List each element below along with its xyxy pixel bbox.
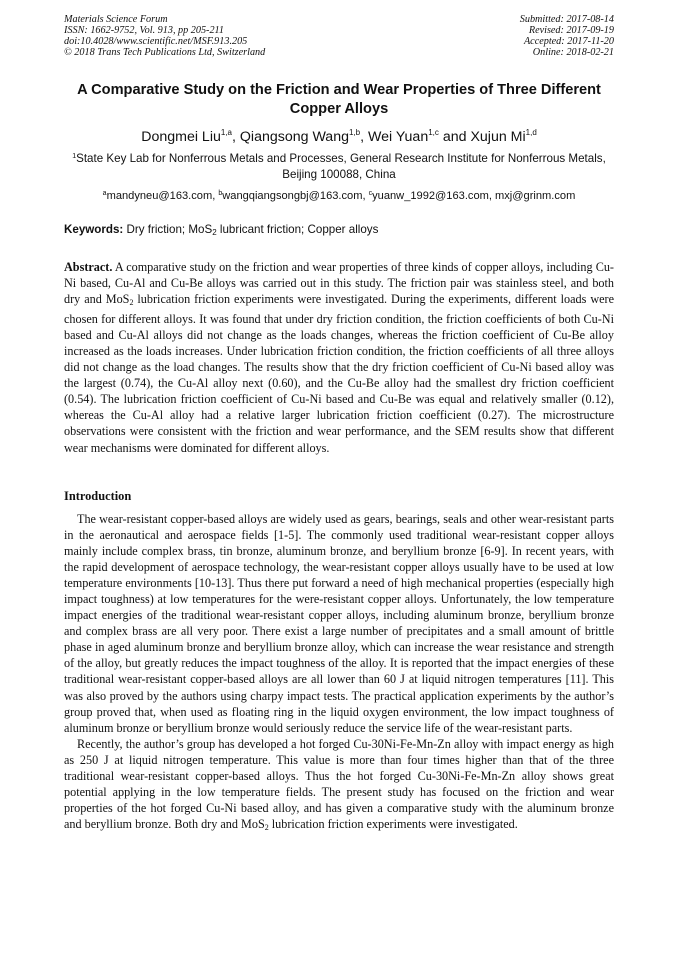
paper-title: A Comparative Study on the Friction and Wear Properties of Three Different Copper Alloys bbox=[77, 82, 601, 117]
email-marker: a bbox=[102, 190, 107, 197]
keywords-subscript: 2 bbox=[212, 228, 217, 237]
affiliation-marker: 1 bbox=[72, 153, 77, 160]
abstract-text-rest: lubrication friction experiments were investigated. During the experiments, different loads were chosen for different alloys. It was found that under dry friction condition, the friction coefficients of both Cu-Ni based and Cu-Al alloys did not change as the loads changes, whereas the friction coefficient of Cu-Be alloy increased as the loads increases. Under lubrication friction condition, the friction coefficients of all three alloys did not change as the load changes. The results show that the dry friction coefficient of Cu-Ni based alloy was the largest (0.74), the Cu-Al alloy next (0.60), and the Cu-Be alloy had the smallest dry friction coefficient (0.54). The lubrication friction coefficient of Cu-Ni based and Cu-Be was equal and relatively smaller (0.12), whereas the Cu-Al alloy had a relative larger lubrication friction coefficient (0.27). The microstructure observations were consistent with the friction and wear performance, and the SEM results show that different wear mechanisms were dominated for different alloys. bbox=[64, 292, 614, 455]
revised-date: Revised: 2017-09-19 bbox=[528, 25, 614, 36]
journal-name: Materials Science Forum bbox=[64, 14, 168, 25]
keywords-text: Dry friction; MoS bbox=[123, 223, 213, 236]
email-marker: b bbox=[218, 190, 223, 197]
affiliation bbox=[64, 149, 614, 183]
doi-line: doi:10.4028/www.scientific.net/MSF.913.205 bbox=[64, 36, 248, 47]
email-text: yuanw_1992@163.com, mxj@grinm.com bbox=[372, 190, 576, 202]
abstract-subscript: 2 bbox=[129, 298, 134, 308]
author-separator: and bbox=[438, 129, 471, 145]
accepted-date: Accepted: 2017-11-20 bbox=[523, 36, 614, 47]
email-text: wangqiangsongbj@163.com, bbox=[222, 190, 369, 202]
paragraph-text: Recently, the author’s group has developed a hot forged Cu-30Ni-Fe-Mn-Zn alloy with impact energy as high as 250 J at liquid nitrogen temperature. This value is more than four times higher than that of the three traditional wear-resistant copper-based alloys. Thus the hot forged Cu-30Ni-Fe-Mn-Zn alloy shows great potential applying in the low temperature fields. The present study has focused on the friction and wear properties of the hot forged Cu-Ni based alloy, and has given a comparative study with the aluminum bronze and beryllium bronze. Both dry and MoS bbox=[64, 736, 614, 831]
introduction-paragraph-1: The wear-resistant copper-based alloys are widely used as gears, bearings, seals and other wear-resistant parts in the aeronautical and aerospace fields [1-5]. The commonly used traditional wear-resistant copper alloys mainly include complex brass, tin bronze, aluminum bronze, and beryllium bronze [6-9]. In recent years, with the rapid development of aerospace technology, the wear-resistant copper alloys usually have to be used at low temperature environments [10-13]. Thus there put forward a need of high mechanical properties (especially high impact toughness) at low temperatures for the were-resistant copper alloys. Unfortunately, the low temperature impact energies of the traditional wear-resistant copper alloys, including aluminum bronze, beryllium bronze and complex brass are all very poor. There exist a large number of precipitates and a small amount of brittle phase in aged aluminum bronze and beryllium bronze alloy, which can increase the wear resistance and strength of the alloy, but greatly reduces the impact toughness of the alloy. It is reported that the impact energies of these traditional wear-resistant copper-based alloys are all lower than 60 J at liquid nitrogen temperatures [11]. This was also proved by the authors using charpy impact tests. The practical application experiments by the author’s group proved that, when used as floating ring in the liquid oxygen environment, the low impact toughness of aluminum bronze or beryllium bronze would seriously reduce the service life of the wear-resistant parts. bbox=[64, 512, 614, 735]
copyright-line: © 2018 Trans Tech Publications Ltd, Switzerland bbox=[64, 47, 266, 58]
author-affiliation-marker: 1,c bbox=[428, 128, 439, 137]
email-text: mandyneu@163.com, bbox=[106, 190, 219, 202]
affiliation-text: State Key Lab for Nonferrous Metals and Processes, General Research Institute for Nonferrous Metals, Beijing 100088, China bbox=[76, 152, 606, 181]
introduction-body bbox=[64, 511, 614, 836]
introduction-paragraph-2 bbox=[64, 736, 614, 836]
abstract bbox=[64, 259, 614, 456]
issn-line: ISSN: 1662-9752, Vol. 913, pp 205-211 bbox=[64, 25, 224, 36]
author-name: Qiangsong Wang bbox=[239, 129, 349, 145]
paragraph-text-rest: lubrication friction experiments were investigated. bbox=[268, 816, 518, 831]
journal-info bbox=[64, 14, 265, 58]
abstract-label: Abstract. bbox=[64, 260, 113, 274]
submission-dates bbox=[520, 14, 614, 58]
author-name: Dongmei Liu bbox=[141, 129, 221, 145]
online-date: Online: 2018-02-21 bbox=[532, 47, 614, 58]
author-affiliation-marker: 1,b bbox=[348, 128, 361, 137]
introduction-heading: Introduction bbox=[64, 489, 132, 503]
author-name: Xujun Mi bbox=[470, 129, 526, 145]
author-list bbox=[64, 124, 614, 146]
email-marker: c bbox=[368, 190, 373, 197]
submitted-date: Submitted: 2017-08-14 bbox=[519, 14, 614, 25]
keywords-label: Keywords: bbox=[64, 223, 124, 236]
author-affiliation-marker: 1,a bbox=[220, 128, 232, 137]
author-name: Wei Yuan bbox=[368, 129, 429, 145]
author-separator: , bbox=[231, 129, 240, 145]
author-separator: , bbox=[360, 129, 368, 145]
paragraph-subscript: 2 bbox=[264, 822, 269, 832]
email-list bbox=[64, 186, 614, 204]
keywords-text-rest: lubricant friction; Copper alloys bbox=[216, 223, 379, 236]
author-affiliation-marker: 1,d bbox=[525, 128, 537, 137]
keywords bbox=[64, 222, 614, 240]
abstract-text: A comparative study on the friction and wear properties of three kinds of copper alloys, including Cu-Ni based, Cu-Al and Cu-Be alloys was carried out in this study. The friction pair was stainless steel, and both dry and MoS bbox=[64, 260, 614, 307]
